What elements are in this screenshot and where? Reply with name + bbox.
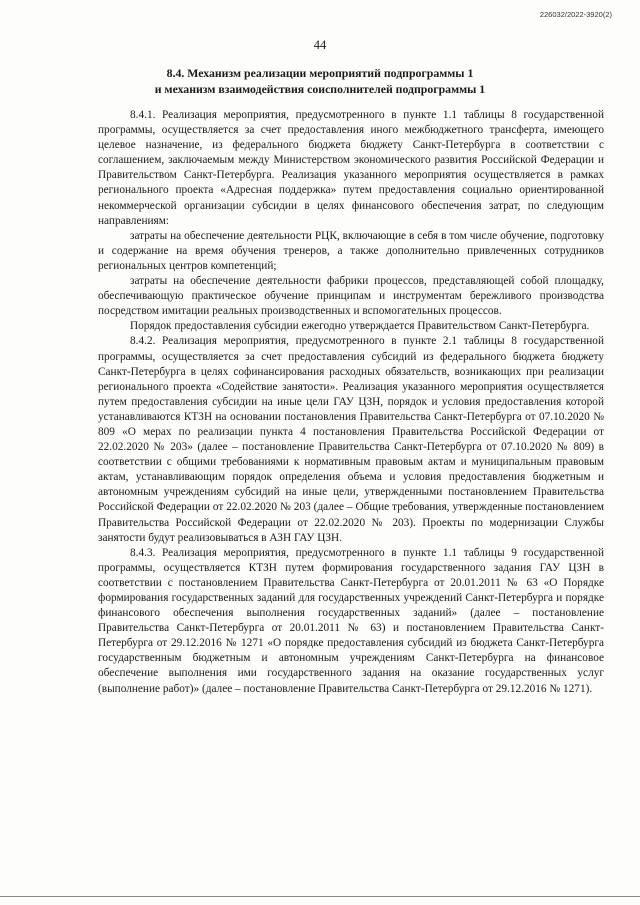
body-text — [98, 108, 604, 697]
bottom-scan-edge — [0, 896, 640, 897]
paragraph-8-4-2: 8.4.2. Реализация мероприятия, предусмотренного в пункте 2.1 таблицы 8 государственной программы, осуществляется за счет предоставления субсидий из федерального бюджета бюджету Санкт-Петербурга в целях софинансирования расходных обязательств, возникающих при реализации регионального проекта «Содействие занятости». Реализация указанного мероприятия осуществляется путем предоставления субсидии на иные цели ГАУ ЦЗН, порядок и условия предоставления которой устанавливаются КТЗН на основании постановления Правительства Санкт-Петербурга от 07.10.2020 № 809 «О мерах по реализации пункта 4 постановления Правительства Российской Федерации от 22.02.2020 № 203» (далее – постановление Правительства Санкт-Петербурга от 07.10.2020 № 809) в соответствии с общими требованиями к нормативным правовым актам и муниципальным правовым актам, устанавливающим порядок определения объема и условия предоставления бюджетным и автономным учреждениям субсидий на иные цели, утвержденными постановлением Правительства Российской Федерации от 22.02.2020 № 203 (далее – Общие требования, утвержденные постановлением Правительства Российской Федерации от 22.02.2020 № 203). Проекты по модернизации Службы занятости будут реализовываться в АЗН ГАУ ЦЗН. — [98, 335, 604, 544]
section-title-line-2: и механизм взаимодействия соисполнителей подпрограммы 1 — [154, 81, 486, 96]
section-title — [96, 66, 544, 97]
paragraph-process-factory-costs: затраты на обеспечение деятельности фабрики процессов, представляющей собой площадку, обеспечивающую практическое обучение принципам и инструментам бережливого производства посредством имитации реальных производственных и вспомогательных процессов. — [98, 275, 604, 318]
paragraph-8-4-1: 8.4.1. Реализация мероприятия, предусмотренного в пункте 1.1 таблицы 8 государственной программы, осуществляется за счет предоставления иного межбюджетного трансферта, имеющего целевое назначение, из федерального бюджета бюджету Санкт-Петербурга в соответствии с соглашением, заключаемым между Министерством экономического развития Российской Федерации и Правительством Санкт-Петербурга. Реализация указанного мероприятия осуществляется в рамках регионального проекта «Адресная поддержка» путем предоставления социально ориентированной некоммерческой организации субсидии в целях финансового обеспечения затрат, по следующим направлениям: — [98, 109, 604, 227]
page-number: 44 — [313, 38, 327, 52]
document-id: 226032/2022-3920(2) — [539, 10, 612, 19]
section-title-line-1: 8.4. Механизм реализации мероприятий подпрограммы 1 — [166, 66, 474, 80]
paragraph-8-4-3: 8.4.3. Реализация мероприятия, предусмотренного в пункте 1.1 таблицы 9 государственной программы, осуществляется КТЗН путем формирования государственного задания ГАУ ЦЗН в соответствии с постановлением Правительства Санкт-Петербурга от 20.01.2011 № 63 «О Порядке формирования государственных заданий для государственных учреждений Санкт-Петербурга и порядке финансового обеспечения выполнения государственных заданий» (далее – постановление Правительства Санкт-Петербурга от 20.01.2011 № 63) и постановлением Правительства Санкт-Петербурга от 29.12.2016 № 1271 «О порядке предоставления субсидий из бюджета Санкт-Петербурга государственным бюджетным и автономным учреждениям Санкт-Петербурга на финансовое обеспечение выполнения ими государственного задания на оказание государственных услуг (выполнение работ)» (далее – постановление Правительства Санкт-Петербурга от 29.12.2016 № 1271). — [98, 546, 604, 695]
paragraph-subsidy-order: Порядок предоставления субсидии ежегодно утверждается Правительством Санкт-Петербурга. — [130, 320, 590, 333]
paragraph-rck-costs: затраты на обеспечение деятельности РЦК, включающие в себя в том числе обучение, подготовку и содержание на время обучения тренеров, а также дополнительно привлеченных сотрудников региональных центров компетенций; — [98, 229, 604, 272]
